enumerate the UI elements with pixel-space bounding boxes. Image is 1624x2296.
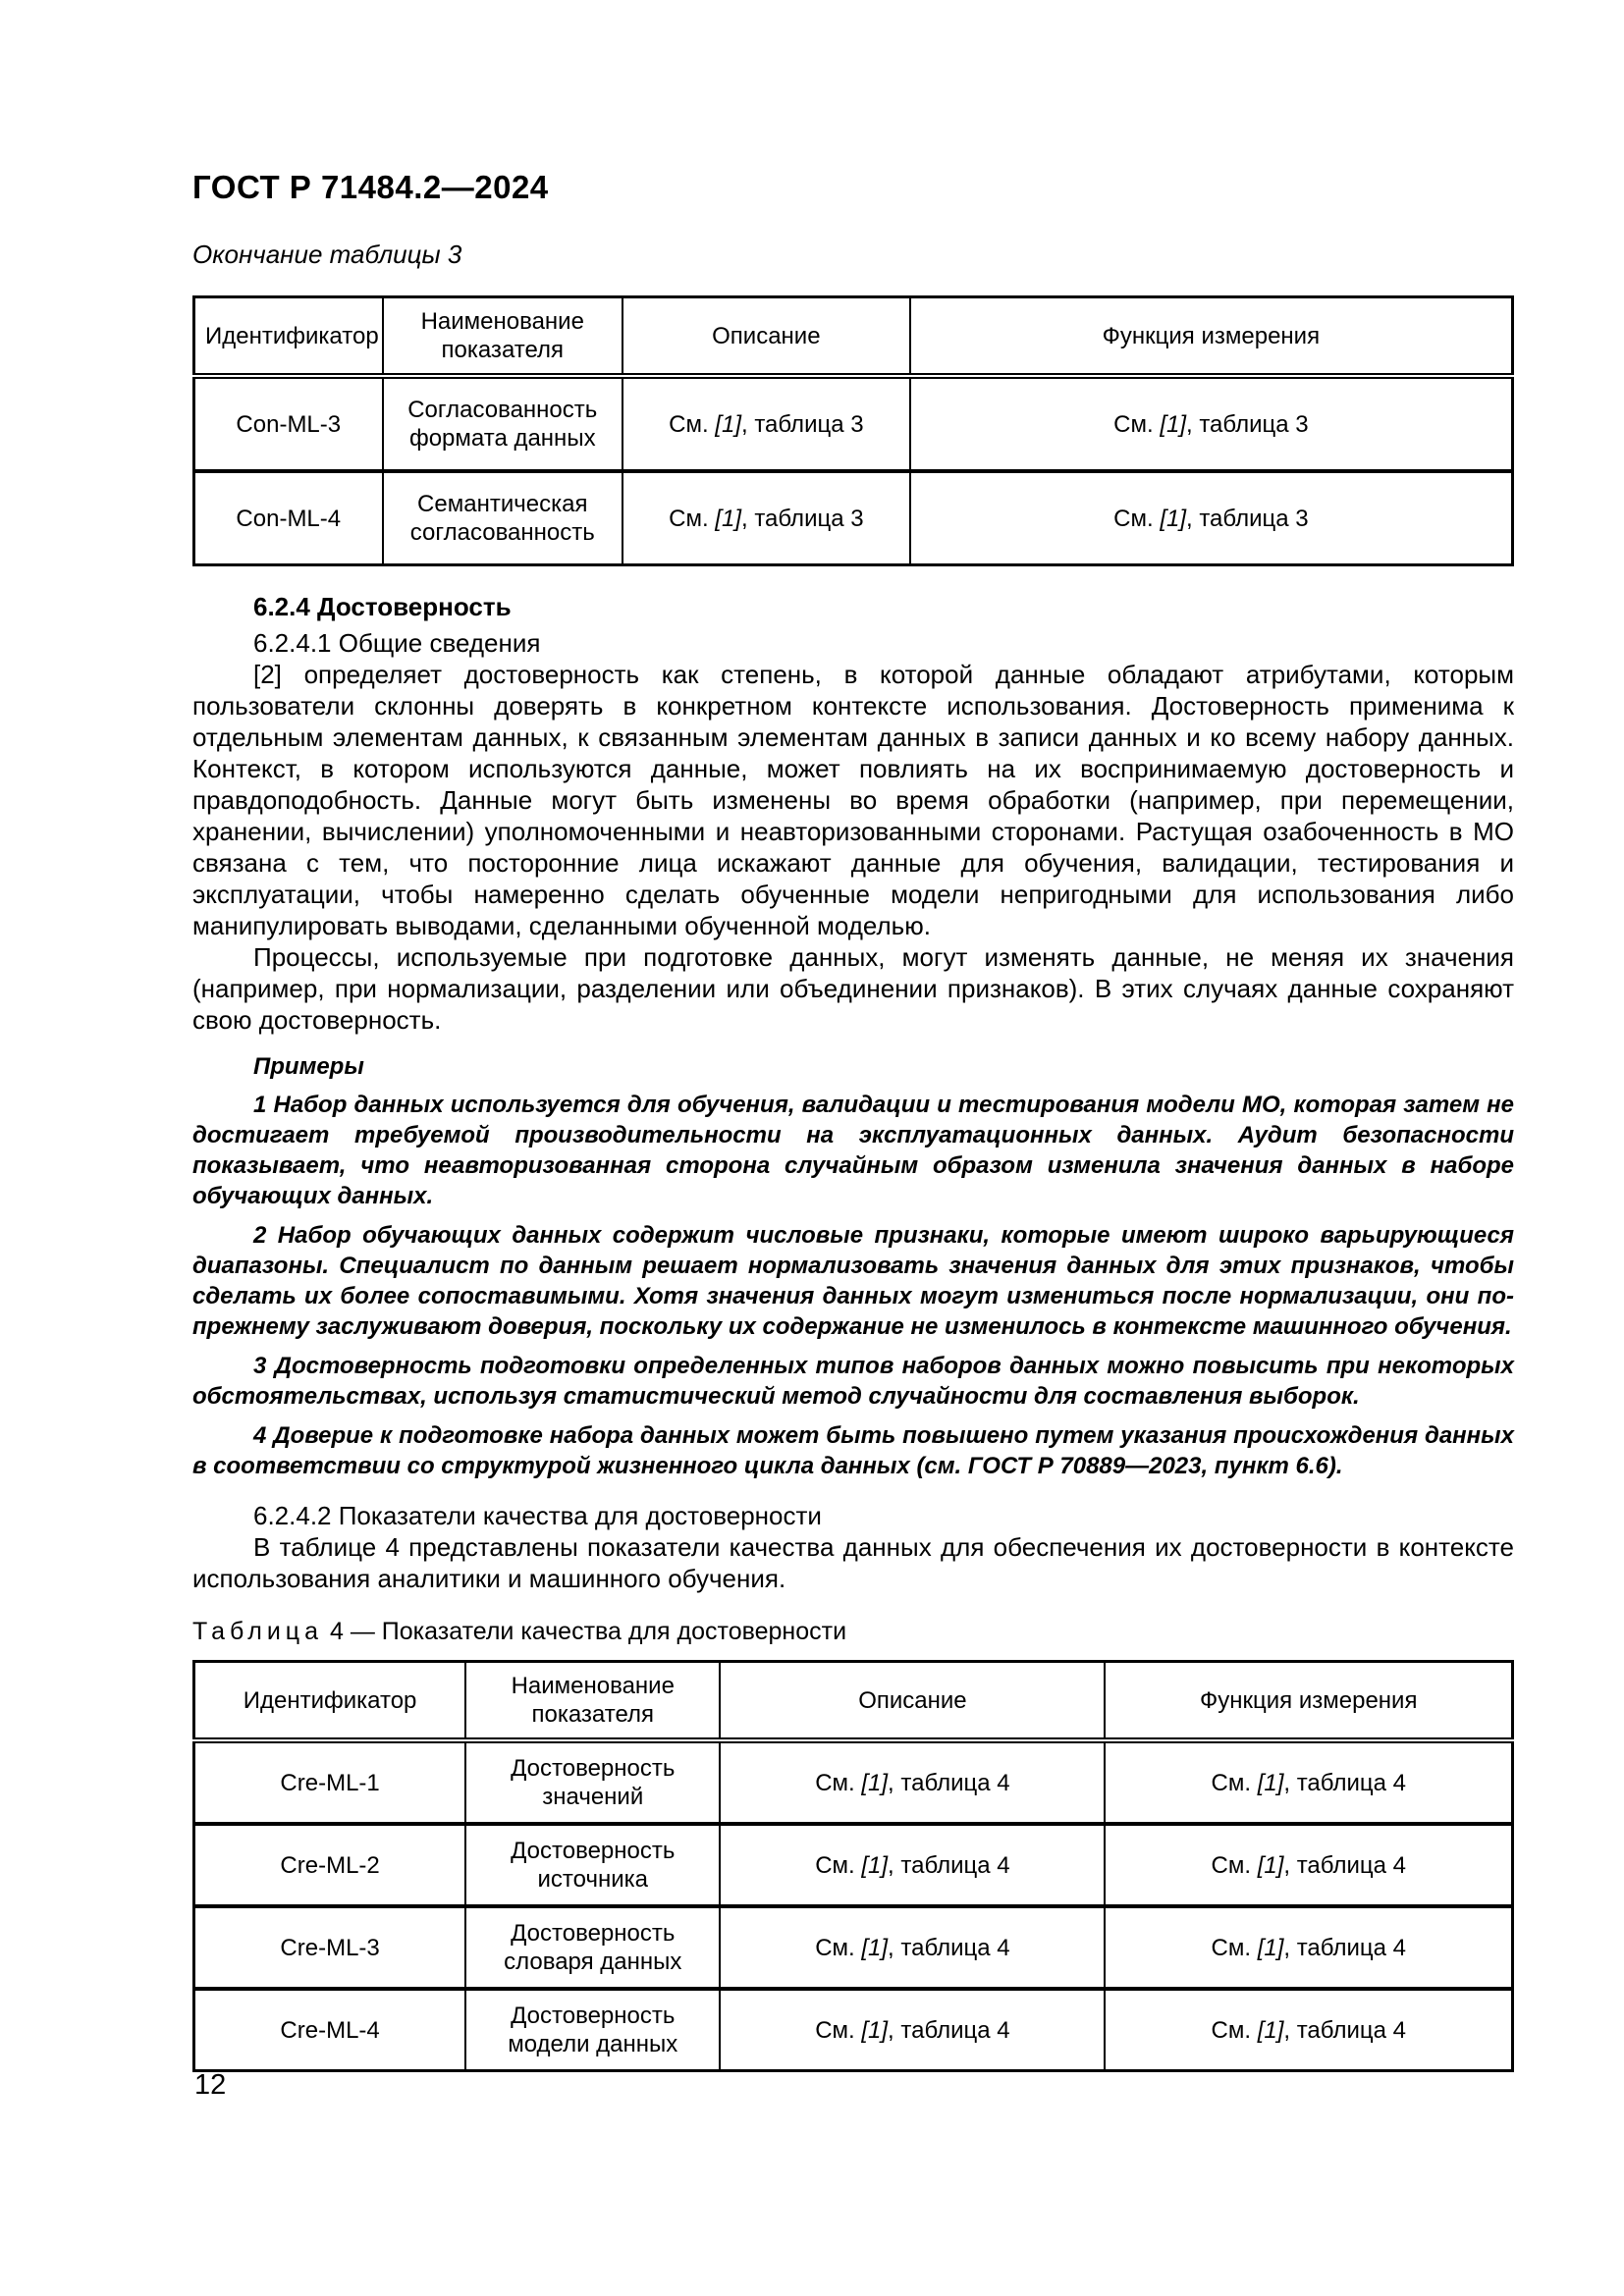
reference-link: [1] <box>861 1934 889 1961</box>
cell-measurement-function: См. [1], таблица 4 <box>1105 1989 1512 2071</box>
example-paragraph-2: 2 Набор обучающих данных содержит числовые признаки, которые имеют широко варьирующиеся диапазоны. Специалист по данным решает нормализовать значения данных для этих признаков, чтобы сделать их более сопоставимыми. Хотя значения данных могут измениться после нормализации, они по-прежнему заслуживают доверия, поскольку их содержание не изменилось в контексте машинного обучения. <box>192 1222 1514 1340</box>
reference-link: [1] <box>1160 410 1186 438</box>
table-row <box>194 1906 1513 1989</box>
column-header-metric-name: Наименование показателя <box>383 297 623 377</box>
table-header-row <box>194 297 1513 377</box>
cell-metric-name: Согласованность формата данных <box>383 376 623 471</box>
cell-identifier: Cre-ML-4 <box>194 1989 466 2071</box>
cell-identifier: Cre-ML-3 <box>194 1906 466 1989</box>
cell-identifier: Con-ML-3 <box>194 376 383 471</box>
document-code: ГОСТ Р 71484.2—2024 <box>192 169 549 205</box>
column-header-measurement-function: Функция измерения <box>910 297 1513 377</box>
table-row <box>194 376 1513 471</box>
subsection-heading-6-2-4-2: 6.2.4.2 Показатели качества для достоверности <box>253 1501 822 1530</box>
example-paragraph-3: 3 Достоверность подготовки определенных типов наборов данных можно повысить при некоторых обстоятельствах, используя статистический метод случайности для составления выборок. <box>192 1353 1514 1410</box>
subsection-heading-6-2-4-1: 6.2.4.1 Общие сведения <box>253 628 541 658</box>
section-heading-6-2-4: 6.2.4 Достоверность <box>253 592 512 621</box>
cell-description: См. [1], таблица 4 <box>720 1989 1105 2071</box>
column-header-description: Описание <box>720 1662 1105 1741</box>
cell-description: См. [1], таблица 4 <box>720 1824 1105 1906</box>
reference-link: [1] <box>1257 1934 1284 1961</box>
cell-identifier: Cre-ML-2 <box>194 1824 466 1906</box>
example-paragraph-4: 4 Доверие к подготовке набора данных может быть повышено путем указания происхождения данных в соответствии со структурой жизненного цикла данных (см. ГОСТ Р 70889—2023, пункт 6.6). <box>192 1422 1514 1479</box>
column-header-identifier: Идентификатор <box>194 297 383 377</box>
cell-description: См. [1], таблица 3 <box>623 376 910 471</box>
cell-measurement-function: См. [1], таблица 4 <box>1105 1740 1512 1824</box>
reference-link: [1] <box>1257 1769 1284 1796</box>
example-paragraph-1: 1 Набор данных используется для обучения, валидации и тестирования модели МО, которая затем не достигает требуемой производительности на эксплуатационных данных. Аудит безопасности показывает, что неавторизованная сторона случайным образом изменила значения данных в наборе обучающих данных. <box>192 1092 1514 1209</box>
table3-quality-metrics <box>192 295 1514 566</box>
page-number: 12 <box>194 2069 227 2101</box>
cell-measurement-function: См. [1], таблица 3 <box>910 471 1513 565</box>
reference-link: [1] <box>861 2016 889 2044</box>
body-paragraph: Процессы, используемые при подготовке данных, могут изменять данные, не меняя их значения (например, при нормализации, разделении или объединении признаков). В этих случаях данные сохраняют свою достоверность. <box>192 942 1514 1035</box>
cell-measurement-function: См. [1], таблица 3 <box>910 376 1513 471</box>
cell-metric-name: Достоверность источника <box>465 1824 720 1906</box>
reference-link: [1] <box>1160 505 1186 532</box>
table-header-row <box>194 1662 1513 1741</box>
reference-link: [1] <box>715 505 741 532</box>
table-row <box>194 1740 1513 1824</box>
column-header-metric-name: Наименование показателя <box>465 1662 720 1741</box>
body-paragraph: [2] определяет достоверность как степень, в которой данные обладают атрибутами, которым пользователи склонны доверять в конкретном контексте использования. Достоверность применима к отдельным элементам данных, к связанным элементам данных в записи данных и ко всему набору данных. Контекст, в котором используются данные, может повлиять на их воспринимаемую достоверность и правдоподобность. Данные могут быть изменены во время обработки (например, при перемещении, хранении, вычислении) уполномоченными и неавторизованными сторонами. Растущая озабоченность в МО связана с тем, что посторонние лица искажают данные для обучения, валидации, тестирования и эксплуатации, чтобы намеренно сделать обученные модели непригодными для использования либо манипулировать выводами, сделанными обученной моделью. <box>192 660 1514 940</box>
examples-label: Примеры <box>253 1053 364 1080</box>
cell-identifier: Cre-ML-1 <box>194 1740 466 1824</box>
table-row <box>194 1824 1513 1906</box>
body-paragraph: В таблице 4 представлены показатели качества данных для обеспечения их достоверности в контексте использования аналитики и машинного обучения. <box>192 1532 1514 1593</box>
cell-measurement-function: См. [1], таблица 4 <box>1105 1906 1512 1989</box>
cell-metric-name: Достоверность словаря данных <box>465 1906 720 1989</box>
column-header-identifier: Идентификатор <box>194 1662 466 1741</box>
cell-metric-name: Достоверность значений <box>465 1740 720 1824</box>
cell-description: См. [1], таблица 4 <box>720 1906 1105 1989</box>
table4-caption: Таблица 4 — Показатели качества для достоверности <box>192 1618 847 1645</box>
cell-metric-name: Семантическая согласованность <box>383 471 623 565</box>
reference-link: [1] <box>861 1851 889 1879</box>
table4-credibility-metrics <box>192 1660 1514 2072</box>
reference-link: [1] <box>1257 1851 1284 1879</box>
table3-continuation-caption: Окончание таблицы 3 <box>192 240 462 269</box>
reference-link: [1] <box>1257 2016 1284 2044</box>
column-header-measurement-function: Функция измерения <box>1105 1662 1512 1741</box>
reference-link: [1] <box>861 1769 889 1796</box>
column-header-description: Описание <box>623 297 910 377</box>
cell-measurement-function: См. [1], таблица 4 <box>1105 1824 1512 1906</box>
cell-description: См. [1], таблица 4 <box>720 1740 1105 1824</box>
cell-identifier: Con-ML-4 <box>194 471 383 565</box>
table-row <box>194 471 1513 565</box>
table-row <box>194 1989 1513 2071</box>
cell-description: См. [1], таблица 3 <box>623 471 910 565</box>
reference-link: [1] <box>715 410 741 438</box>
cell-metric-name: Достоверность модели данных <box>465 1989 720 2071</box>
